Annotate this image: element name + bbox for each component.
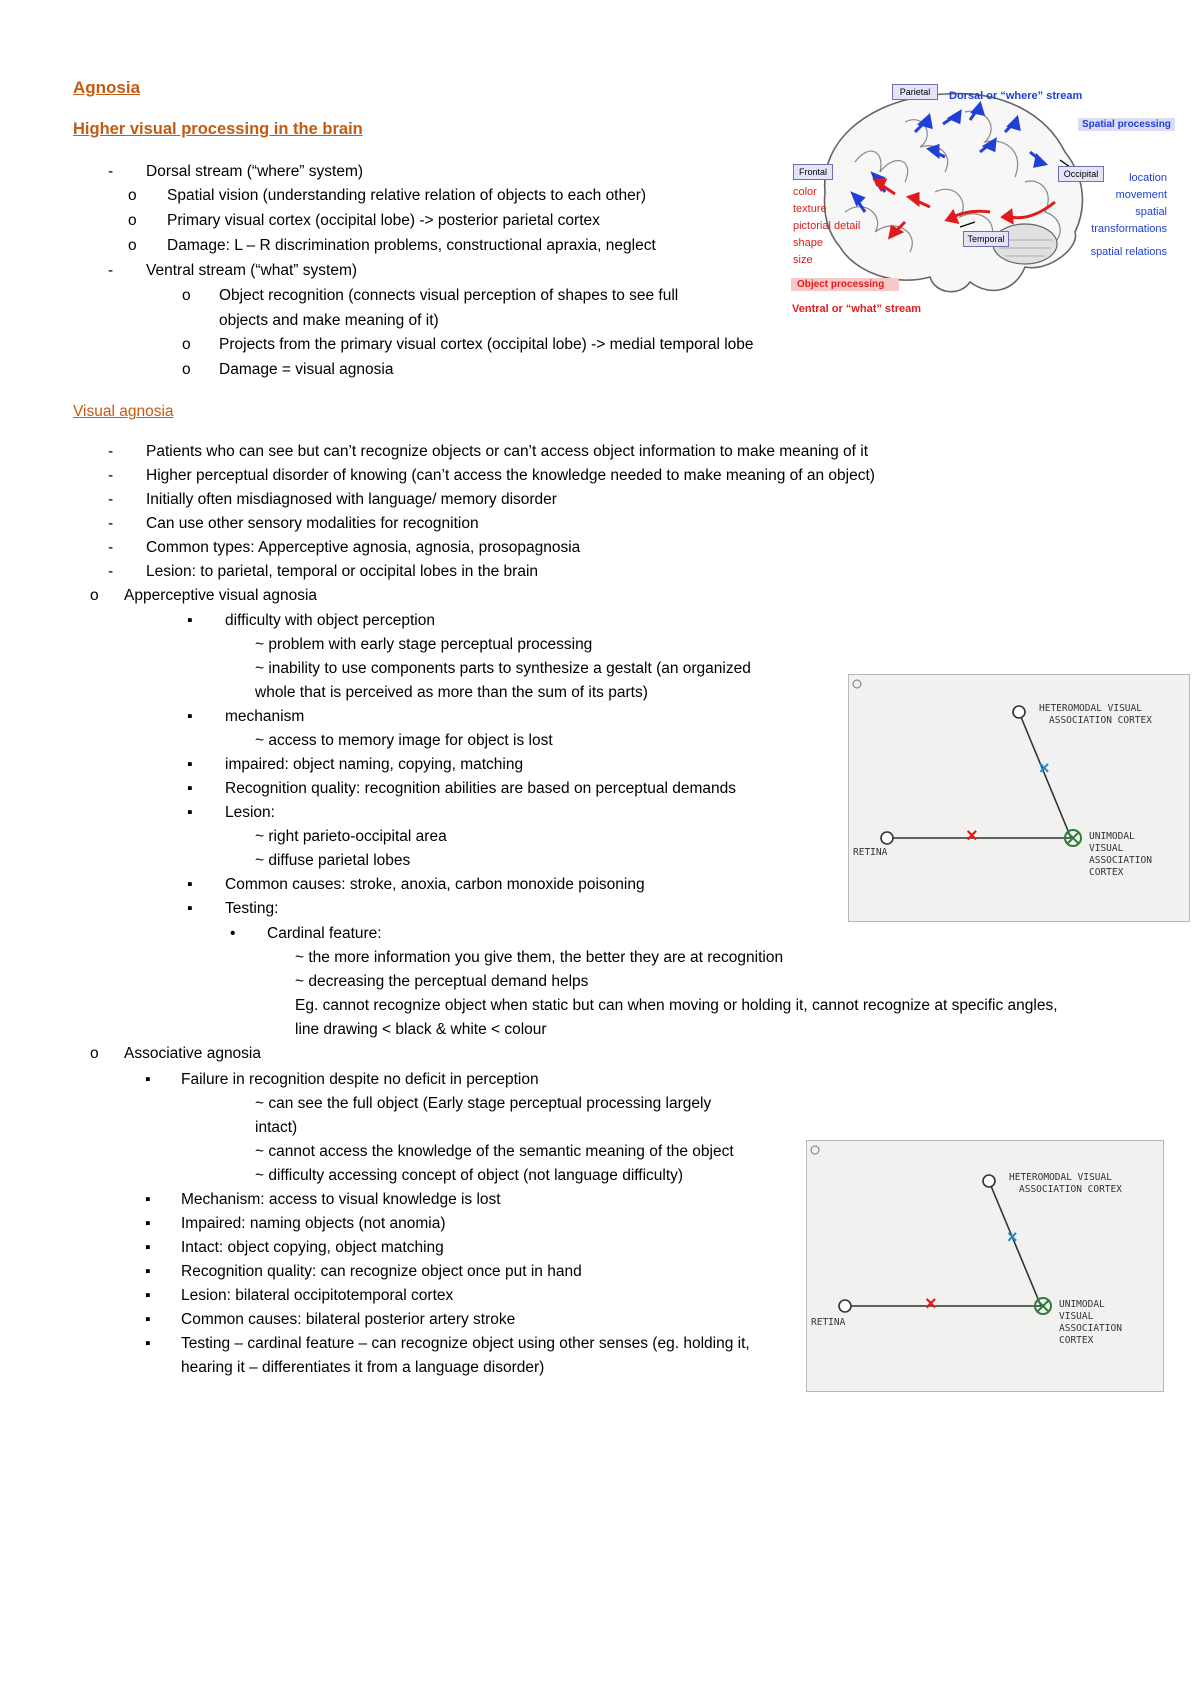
label-parietal: Parietal [892,84,938,100]
dorsal-features [1091,170,1167,261]
apperceptive-line: Cardinal feature: [267,925,382,942]
apperceptive-line: Lesion: [225,804,275,821]
label-temporal: Temporal [963,231,1009,247]
retina-node-icon [839,1300,851,1312]
unimodal-label [1059,1299,1122,1347]
visual-agnosia-item: Can use other sensory modalities for recognition [146,515,479,532]
apperceptive-line: whole that is perceived as more than the sum of its parts) [255,684,648,701]
ventral-stream-title: Ventral or “what” stream [792,303,921,315]
dorsal-item: Primary visual cortex (occipital lobe) -> posterior parietal cortex [167,212,600,229]
associative-line: Impaired: naming objects (not anomia) [181,1215,446,1232]
bullet-dash: - [108,163,114,180]
ventral-feature: shape [793,237,823,249]
bullet-circle: o [90,587,99,604]
bullet-circle: o [182,287,191,304]
associative-diagram [806,1140,1164,1392]
brain-outline-icon [825,94,1083,292]
heteromodal-label [1009,1172,1122,1196]
apperceptive-label: Apperceptive visual agnosia [124,587,318,604]
bullet-circle: o [90,1045,99,1062]
x-mark: × [1007,1227,1018,1247]
bullet-square: ▪ [187,804,193,821]
spatial-processing-label: Spatial processing [1078,118,1175,131]
heteromodal-node-icon [1013,706,1025,718]
bullet-square: ▪ [145,1071,151,1088]
apperceptive-line: ~ problem with early stage perceptual processing [255,636,593,653]
bullet-dash: - [108,443,114,460]
heteromodal-text: ASSOCIATION CORTEX [1019,1184,1122,1195]
bullet-dash: - [108,467,114,484]
x-mark: × [966,825,978,847]
associative-line: Lesion: bilateral occipitotemporal cortex [181,1287,454,1304]
apperceptive-diagram [848,674,1190,922]
corner-mark-icon [811,1146,819,1154]
retina-label: RETINA [853,847,888,858]
bullet-dash: - [108,563,114,580]
ventral-item: Damage = visual agnosia [219,361,394,378]
dorsal-feature: spatial [1135,206,1167,218]
unimodal-text: CORTEX [1059,1335,1094,1346]
apperceptive-line: ~ inability to use components parts to synthesize a gestalt (an organized [255,660,751,677]
unimodal-text: VISUAL [1059,1311,1094,1322]
bullet-circle: o [128,237,137,254]
apperceptive-line: ~ right parieto-occipital area [255,828,447,845]
heteromodal-label [1039,703,1152,727]
bullet-square: ▪ [145,1335,151,1352]
bullet-dash: - [108,491,114,508]
dorsal-stream-title: Dorsal or “where” stream [949,90,1083,102]
apperceptive-line: line drawing < black & white < colour [295,1021,547,1038]
heteromodal-text: ASSOCIATION CORTEX [1049,715,1152,726]
apperceptive-line: impaired: object naming, copying, matching [225,756,524,773]
bullet-square: ▪ [187,780,193,797]
heteromodal-text: HETEROMODAL VISUAL [1009,1172,1112,1183]
apperceptive-line: ~ access to memory image for object is lost [255,732,553,749]
apperceptive-line: ~ the more information you give them, the better they are at recognition [295,949,784,966]
bullet-square: ▪ [145,1239,151,1256]
visual-agnosia-item: Initially often misdiagnosed with language/ memory disorder [146,491,557,508]
label-occipital: Occipital [1058,166,1104,182]
visual-agnosia-item: Common types: Apperceptive agnosia, agnosia, prosopagnosia [146,539,581,556]
bullet-square: ▪ [187,756,193,773]
dorsal-feature: transformations [1091,223,1167,235]
unimodal-text: UNIMODAL [1059,1299,1105,1310]
visual-agnosia-heading: Visual agnosia [73,403,174,420]
bullet-square: ▪ [145,1215,151,1232]
visual-agnosia-item: Higher perceptual disorder of knowing (can’t access the knowledge needed to make meaning of an object) [146,467,875,484]
object-processing-label: Object processing [791,278,899,291]
associative-line: Failure in recognition despite no deficit in perception [181,1071,539,1088]
section-heading: Higher visual processing in the brain [73,120,363,138]
apperceptive-line: Eg. cannot recognize object when static but can when moving or holding it, cannot recognize at specific angles, [295,997,1058,1014]
ventral-feature: size [793,254,813,266]
bullet-dash: - [108,262,114,279]
ventral-item: objects and make meaning of it) [219,312,439,329]
associative-line: ~ can see the full object (Early stage perceptual processing largely [255,1095,712,1112]
associative-line: Testing – cardinal feature – can recognize object using other senses (eg. holding it, [181,1335,750,1352]
retina-node-icon [881,832,893,844]
apperceptive-line: Recognition quality: recognition abilities are based on perceptual demands [225,780,736,797]
ventral-label: Ventral stream (“what” system) [146,262,358,279]
bullet-circle: o [128,212,137,229]
bullet-square: ▪ [145,1311,151,1328]
bullet-dash: - [108,539,114,556]
visual-agnosia-item: Lesion: to parietal, temporal or occipital lobes in the brain [146,563,539,580]
bullet-dash: - [108,515,114,532]
dorsal-feature: location [1129,172,1167,184]
ventral-item: Object recognition (connects visual perception of shapes to see full [219,287,679,304]
dorsal-item: Damage: L – R discrimination problems, constructional apraxia, neglect [167,237,656,254]
associative-line: Intact: object copying, object matching [181,1239,444,1256]
bullet-circle: o [128,187,137,204]
associative-line: Common causes: bilateral posterior artery stroke [181,1311,516,1328]
associative-line: intact) [255,1119,298,1136]
associative-line: hearing it – differentiates it from a language disorder) [181,1359,545,1376]
heteromodal-node-icon [983,1175,995,1187]
bullet-square: ▪ [145,1263,151,1280]
ventral-feature: texture [793,203,827,215]
page-title: Agnosia [73,78,141,97]
bullet-square: ▪ [187,708,193,725]
apperceptive-line: ~ diffuse parietal lobes [255,852,411,869]
unimodal-label [1089,831,1152,879]
bullet-square: ▪ [187,876,193,893]
heteromodal-text: HETEROMODAL VISUAL [1039,703,1142,714]
unimodal-text: ASSOCIATION [1059,1323,1122,1334]
ventral-feature: pictorial detail [793,220,861,232]
apperceptive-line: Testing: [225,900,279,917]
apperceptive-line: mechanism [225,708,305,725]
label-frontal: Frontal [793,164,833,180]
dorsal-feature: movement [1115,189,1167,201]
associative-line: Recognition quality: can recognize object once put in hand [181,1263,582,1280]
unimodal-text: VISUAL [1089,843,1124,854]
associative-line: Mechanism: access to visual knowledge is lost [181,1191,501,1208]
associative-line: ~ difficulty accessing concept of object (not language difficulty) [255,1167,684,1184]
apperceptive-line: Common causes: stroke, anoxia, carbon monoxide poisoning [225,876,645,893]
visual-agnosia-item: Patients who can see but can’t recognize objects or can’t access object information to make meaning of it [146,443,868,460]
dorsal-label: Dorsal stream (“where” system) [146,163,364,180]
bullet-square: ▪ [145,1287,151,1304]
x-mark: × [925,1293,937,1315]
bullet-square: ▪ [145,1191,151,1208]
associative-line: ~ cannot access the knowledge of the semantic meaning of the object [255,1143,734,1160]
apperceptive-line: ~ decreasing the perceptual demand helps [295,973,589,990]
unimodal-text: ASSOCIATION [1089,855,1152,866]
ventral-features [793,184,860,269]
x-mark: × [1039,758,1050,778]
bullet-square: ▪ [187,900,193,917]
unimodal-text: UNIMODAL [1089,831,1135,842]
bullet-circle: o [182,336,191,353]
dorsal-item: Spatial vision (understanding relative relation of objects to each other) [167,187,647,204]
bullet-square: ▪ [187,612,193,629]
ventral-item: Projects from the primary visual cortex (occipital lobe) -> medial temporal lobe [219,336,754,353]
associative-label: Associative agnosia [124,1045,261,1062]
corner-mark-icon [853,680,861,688]
apperceptive-line: difficulty with object perception [225,612,435,629]
retina-label: RETINA [811,1317,846,1328]
bullet-dot: • [230,925,236,942]
unimodal-text: CORTEX [1089,867,1124,878]
ventral-feature: color [793,186,817,198]
bullet-circle: o [182,361,191,378]
dorsal-feature: spatial relations [1090,246,1167,258]
